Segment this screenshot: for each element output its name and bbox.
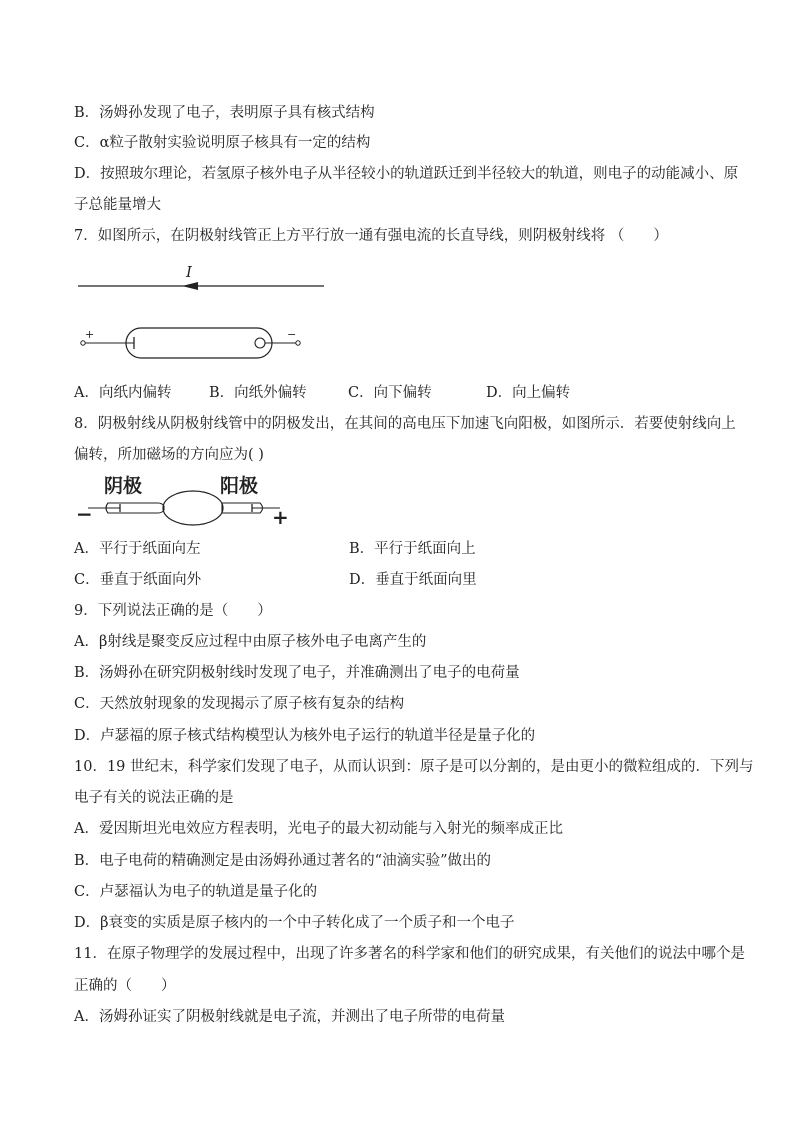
- q7-option-b: B．向纸外偏转: [209, 385, 307, 401]
- q7-option-c: C．向下偏转: [348, 385, 432, 401]
- q8-plus-label: +: [272, 505, 289, 529]
- q7-current-label: I: [186, 263, 192, 281]
- q9-option-b: B．汤姆孙在研究阴极射线时发现了电子，并准确测出了电子的电荷量: [74, 665, 520, 681]
- q10-option-d: D．β衰变的实质是原子核内的一个中子转化成了一个质子和一个电子: [74, 915, 515, 931]
- q11-option-a: A．汤姆孙证实了阴极射线就是电子流，并测出了电子所带的电荷量: [74, 1009, 505, 1025]
- q6-option-d-line2: 子总能量增大: [74, 197, 161, 213]
- q6-option-b: B．汤姆孙发现了电子，表明原子具有核式结构: [74, 105, 375, 121]
- q7-anode-ring: [255, 338, 265, 348]
- q7-figure: [74, 258, 334, 368]
- q10-stem-line1: 10．19 世纪末，科学家们发现了电子，从而认识到：原子是可以分割的，是由更小的微粒组成的．下列与: [74, 759, 754, 775]
- q8-option-d: D．垂直于纸面向里: [349, 572, 477, 588]
- q8-bulb: [163, 491, 223, 525]
- q8-anode-label: 阳极: [220, 475, 259, 497]
- q8-figure: [74, 470, 296, 530]
- q8-minus-label: −: [76, 502, 93, 526]
- q7-current-arrow-icon: [182, 282, 198, 290]
- q9-stem: 9．下列说法正确的是（ ）: [74, 603, 272, 619]
- q7-tube: [126, 328, 272, 358]
- q7-right-terminal: [296, 341, 300, 345]
- q7-minus-label: −: [287, 328, 297, 341]
- q10-stem-line2: 电子有关的说法正确的是: [74, 790, 234, 806]
- q9-option-c: C．天然放射现象的发现揭示了原子核有复杂的结构: [74, 696, 405, 712]
- q9-option-a: A．β射线是聚变反应过程中由原子核外电子电离产生的: [74, 634, 427, 650]
- q7-option-d: D．向上偏转: [486, 385, 571, 401]
- q10-option-b: B．电子电荷的精确测定是由汤姆孙通过著名的“油滴实验”做出的: [74, 853, 491, 869]
- q8-option-a: A．平行于纸面向左: [74, 541, 201, 557]
- q11-stem-line2: 正确的（ ）: [74, 978, 176, 994]
- q11-stem-line1: 11．在原子物理学的发展过程中，出现了许多著名的科学家和他们的研究成果，有关他们的说法中哪个是: [74, 946, 745, 962]
- q7-option-a: A．向纸内偏转: [74, 385, 172, 401]
- q8-option-b: B．平行于纸面向上: [349, 541, 476, 557]
- q8-stem-line1: 8．阴极射线从阴极射线管中的阴极发出，在其间的高电压下加速飞向阳极，如图所示．若要使射线向上: [74, 416, 736, 432]
- q7-left-terminal: [81, 341, 85, 345]
- q7-plus-label: +: [85, 328, 95, 341]
- q10-option-a: A．爱因斯坦光电效应方程表明，光电子的最大初动能与入射光的频率成正比: [74, 821, 563, 837]
- q6-option-c: C．α粒子散射实验说明原子核具有一定的结构: [74, 135, 371, 151]
- q9-option-d: D．卢瑟福的原子核式结构模型认为核外电子运行的轨道半径是量子化的: [74, 728, 536, 744]
- q6-option-d-line1: D．按照玻尔理论，若氢原子核外电子从半径较小的轨道跃迁到半径较大的轨道，则电子的动能减小、原: [74, 166, 739, 182]
- q8-cathode-label: 阴极: [104, 475, 143, 497]
- q7-stem: 7．如图所示，在阴极射线管正上方平行放一通有强电流的长直导线，则阴极射线将 （ ）: [74, 228, 668, 244]
- q8-option-c: C．垂直于纸面向外: [74, 572, 202, 588]
- q10-option-c: C．卢瑟福认为电子的轨道是量子化的: [74, 884, 318, 900]
- q8-stem-line2: 偏转，所加磁场的方向应为( ): [74, 447, 264, 463]
